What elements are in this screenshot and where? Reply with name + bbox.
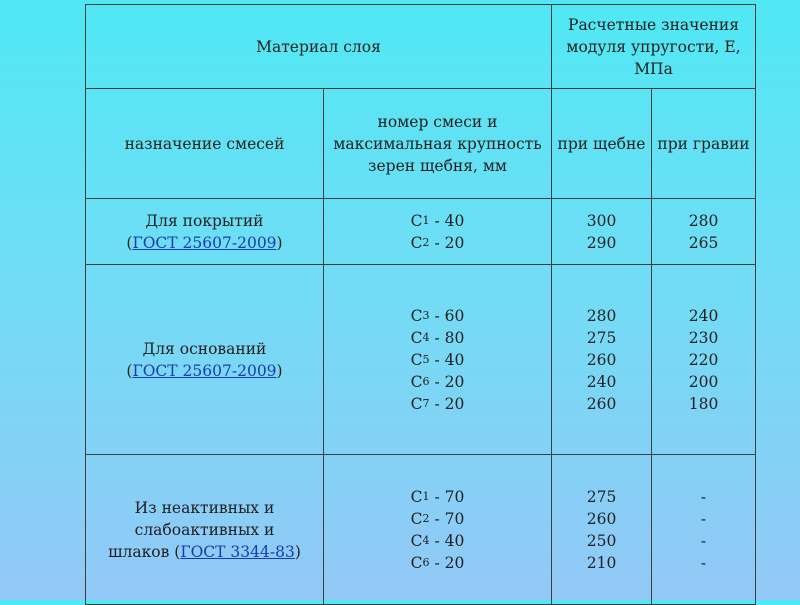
modulus-table	[85, 4, 756, 605]
mix-number	[328, 305, 547, 327]
mix-list	[328, 305, 547, 415]
material-header: Материал слоя	[86, 5, 552, 89]
gost-link[interactable]: ГОСТ 3344-83	[180, 542, 295, 561]
modulus-gravel-value: -	[700, 553, 707, 572]
purpose-header: назначение смесей	[86, 89, 324, 199]
mix-cell	[324, 265, 552, 455]
group-name-line-3: шлаков	[108, 542, 170, 561]
modulus-crushed-value: 260	[586, 394, 617, 413]
gost-link[interactable]: ГОСТ 25607-2009	[132, 361, 277, 380]
mix-number	[328, 371, 547, 393]
header-row-2	[86, 89, 756, 199]
mix-list	[328, 486, 547, 574]
modulus-gravel-value: 280	[688, 211, 719, 230]
mix-number	[328, 552, 547, 574]
mix-letter: С	[410, 509, 423, 528]
mix-grain-size: - 20	[429, 394, 465, 413]
gravel-cell	[652, 455, 756, 605]
crushed-list	[556, 305, 647, 415]
crushed-list	[556, 486, 647, 574]
header-row-1	[86, 5, 756, 89]
group-gost-line: шлаков (ГОСТ 3344-83)	[108, 542, 301, 561]
mix-index: 2	[422, 235, 430, 249]
group-row-coatings	[86, 199, 756, 265]
mix-letter: С	[410, 211, 423, 230]
mix-letter: С	[410, 350, 423, 369]
mix-index: 7	[422, 396, 430, 410]
mix-cell	[324, 455, 552, 605]
mix-number	[328, 327, 547, 349]
modulus-gravel-value: 240	[688, 306, 719, 325]
group-name: Из неактивных и	[134, 498, 275, 517]
mix-number	[328, 530, 547, 552]
group-row-slag	[86, 455, 756, 605]
mix-grain-size: - 40	[429, 531, 465, 550]
modulus-gravel-value: -	[700, 531, 707, 550]
mix-grain-size: - 60	[429, 306, 465, 325]
mix-cell	[324, 199, 552, 265]
mix-list	[328, 210, 547, 254]
mix-number	[328, 349, 547, 371]
mix-grain-size: - 70	[429, 487, 465, 506]
mix-number	[328, 486, 547, 508]
mix-grain-size: - 80	[429, 328, 465, 347]
modulus-crushed-value: 250	[586, 531, 617, 550]
mix-index: 6	[422, 555, 430, 569]
modulus-crushed-value: 275	[586, 328, 617, 347]
mix-grain-size: - 20	[429, 233, 465, 252]
modulus-gravel-value: 230	[688, 328, 719, 347]
group-name: Для покрытий	[145, 211, 264, 230]
gravel-list	[656, 305, 751, 415]
mix-letter: С	[410, 531, 423, 550]
crushed-header: при щебне	[552, 89, 652, 199]
mix-grain-size: - 40	[429, 211, 465, 230]
modulus-crushed-value: 300	[586, 211, 617, 230]
gravel-cell	[652, 199, 756, 265]
gravel-list	[656, 486, 751, 574]
gost-link[interactable]: ГОСТ 25607-2009	[132, 233, 277, 252]
mix-index: 2	[422, 511, 430, 525]
mix-letter: С	[410, 233, 423, 252]
modulus-gravel-value: 180	[688, 394, 719, 413]
crushed-cell	[552, 265, 652, 455]
modulus-gravel-value: -	[700, 509, 707, 528]
modulus-gravel-value: -	[700, 487, 707, 506]
modulus-header: Расчетные значения модуля упругости, Е, МПа	[552, 5, 756, 89]
mix-index: 1	[422, 213, 430, 227]
mix-letter: С	[410, 487, 423, 506]
group-row-bases	[86, 265, 756, 455]
modulus-crushed-value: 280	[586, 306, 617, 325]
mix-grain-size: - 20	[429, 372, 465, 391]
modulus-crushed-value: 275	[586, 487, 617, 506]
gravel-header: при гравии	[652, 89, 756, 199]
mix-header: номер смеси и максимальная крупность зерен щебня, мм	[324, 89, 552, 199]
crushed-cell	[552, 199, 652, 265]
modulus-gravel-value: 200	[688, 372, 719, 391]
modulus-crushed-value: 210	[586, 553, 617, 572]
modulus-crushed-value: 260	[586, 509, 617, 528]
group-gost-line: (ГОСТ 25607-2009)	[126, 233, 283, 252]
group-label	[86, 265, 324, 455]
modulus-gravel-value: 265	[688, 233, 719, 252]
mix-letter: С	[410, 394, 423, 413]
mix-letter: С	[410, 553, 423, 572]
modulus-gravel-value: 220	[688, 350, 719, 369]
mix-index: 1	[422, 489, 430, 503]
gravel-cell	[652, 265, 756, 455]
mix-number	[328, 508, 547, 530]
gravel-list	[656, 210, 751, 254]
crushed-cell	[552, 455, 652, 605]
mix-index: 3	[422, 308, 430, 322]
group-name: Для оснований	[142, 339, 267, 358]
modulus-crushed-value: 290	[586, 233, 617, 252]
mix-grain-size: - 20	[429, 553, 465, 572]
mix-number	[328, 232, 547, 254]
mix-letter: С	[410, 328, 423, 347]
mix-grain-size: - 70	[429, 509, 465, 528]
group-label	[86, 199, 324, 265]
mix-index: 5	[422, 352, 430, 366]
mix-number	[328, 210, 547, 232]
group-name-line-2: слабоактивных и	[134, 520, 275, 539]
mix-grain-size: - 40	[429, 350, 465, 369]
mix-letter: С	[410, 372, 423, 391]
modulus-crushed-value: 260	[586, 350, 617, 369]
mix-index: 6	[422, 374, 430, 388]
group-gost-line: (ГОСТ 25607-2009)	[126, 361, 283, 380]
mix-index: 4	[422, 330, 430, 344]
mix-index: 4	[422, 533, 430, 547]
mix-letter: С	[410, 306, 423, 325]
modulus-crushed-value: 240	[586, 372, 617, 391]
crushed-list	[556, 210, 647, 254]
mix-number	[328, 393, 547, 415]
group-label	[86, 455, 324, 605]
